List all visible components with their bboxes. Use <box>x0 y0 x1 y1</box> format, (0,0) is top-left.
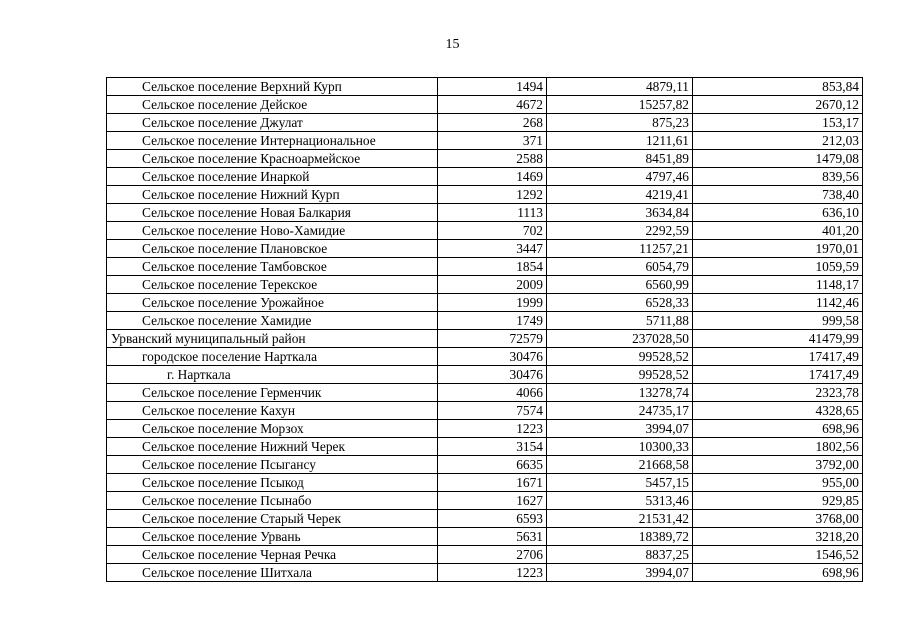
settlement-name-cell: Сельское поселение Кахун <box>107 402 438 420</box>
table-row <box>107 114 863 132</box>
table-row <box>107 564 863 582</box>
share-cell: 1802,56 <box>693 438 863 456</box>
table-row <box>107 330 863 348</box>
population-cell: 1671 <box>438 474 547 492</box>
amount-cell: 18389,72 <box>547 528 693 546</box>
amount-cell: 24735,17 <box>547 402 693 420</box>
share-cell: 1059,59 <box>693 258 863 276</box>
settlement-name-cell: Сельское поселение Тамбовское <box>107 258 438 276</box>
table-row <box>107 168 863 186</box>
settlement-name-cell: Сельское поселение Нижний Черек <box>107 438 438 456</box>
population-cell: 1223 <box>438 564 547 582</box>
amount-cell: 5313,46 <box>547 492 693 510</box>
table-row <box>107 132 863 150</box>
settlement-name-cell: Сельское поселение Интернациональное <box>107 132 438 150</box>
table-row <box>107 78 863 96</box>
share-cell: 41479,99 <box>693 330 863 348</box>
population-cell: 30476 <box>438 348 547 366</box>
table-row <box>107 294 863 312</box>
amount-cell: 8837,25 <box>547 546 693 564</box>
amount-cell: 21531,42 <box>547 510 693 528</box>
population-cell: 1469 <box>438 168 547 186</box>
share-cell: 4328,65 <box>693 402 863 420</box>
amount-cell: 2292,59 <box>547 222 693 240</box>
share-cell: 698,96 <box>693 564 863 582</box>
table-row <box>107 420 863 438</box>
share-cell: 1142,46 <box>693 294 863 312</box>
share-cell: 698,96 <box>693 420 863 438</box>
amount-cell: 3994,07 <box>547 420 693 438</box>
population-cell: 2588 <box>438 150 547 168</box>
population-cell: 1113 <box>438 204 547 222</box>
share-cell: 929,85 <box>693 492 863 510</box>
share-cell: 2670,12 <box>693 96 863 114</box>
settlement-name-cell: Сельское поселение Ново-Хамидие <box>107 222 438 240</box>
amount-cell: 5457,15 <box>547 474 693 492</box>
table-row <box>107 474 863 492</box>
amount-cell: 13278,74 <box>547 384 693 402</box>
amount-cell: 3994,07 <box>547 564 693 582</box>
population-cell: 1999 <box>438 294 547 312</box>
share-cell: 212,03 <box>693 132 863 150</box>
population-cell: 3154 <box>438 438 547 456</box>
population-cell: 1627 <box>438 492 547 510</box>
amount-cell: 21668,58 <box>547 456 693 474</box>
table-row <box>107 528 863 546</box>
settlement-name-cell: Сельское поселение Морзох <box>107 420 438 438</box>
share-cell: 955,00 <box>693 474 863 492</box>
settlement-name-cell: Сельское поселение Верхний Курп <box>107 78 438 96</box>
share-cell: 999,58 <box>693 312 863 330</box>
amount-cell: 875,23 <box>547 114 693 132</box>
settlement-name-cell: Сельское поселение Псыгансу <box>107 456 438 474</box>
amount-cell: 4797,46 <box>547 168 693 186</box>
table-row <box>107 456 863 474</box>
share-cell: 153,17 <box>693 114 863 132</box>
population-cell: 4672 <box>438 96 547 114</box>
settlement-name-cell: Сельское поселение Джулат <box>107 114 438 132</box>
population-cell: 7574 <box>438 402 547 420</box>
settlement-name-cell: Сельское поселение Урвань <box>107 528 438 546</box>
share-cell: 3792,00 <box>693 456 863 474</box>
amount-cell: 4219,41 <box>547 186 693 204</box>
amount-cell: 6528,33 <box>547 294 693 312</box>
settlement-name-cell: Сельское поселение Псынабо <box>107 492 438 510</box>
settlement-name-cell: Сельское поселение Шитхала <box>107 564 438 582</box>
settlement-name-cell: Сельское поселение Черная Речка <box>107 546 438 564</box>
amount-cell: 8451,89 <box>547 150 693 168</box>
table-row <box>107 438 863 456</box>
amount-cell: 10300,33 <box>547 438 693 456</box>
page-number: 15 <box>445 37 460 52</box>
table-row <box>107 276 863 294</box>
amount-cell: 99528,52 <box>547 366 693 384</box>
table-row <box>107 150 863 168</box>
settlement-name-cell: г. Нарткала <box>107 366 438 384</box>
table-row <box>107 204 863 222</box>
settlement-name-cell: Сельское поселение Плановское <box>107 240 438 258</box>
amount-cell: 237028,50 <box>547 330 693 348</box>
population-cell: 4066 <box>438 384 547 402</box>
share-cell: 2323,78 <box>693 384 863 402</box>
table-row <box>107 402 863 420</box>
table-row <box>107 258 863 276</box>
population-cell: 1494 <box>438 78 547 96</box>
amount-cell: 15257,82 <box>547 96 693 114</box>
settlement-name-cell: Сельское поселение Старый Черек <box>107 510 438 528</box>
share-cell: 3768,00 <box>693 510 863 528</box>
population-cell: 3447 <box>438 240 547 258</box>
amount-cell: 5711,88 <box>547 312 693 330</box>
settlement-name-cell: Сельское поселение Инаркой <box>107 168 438 186</box>
municipal-table <box>106 77 863 582</box>
share-cell: 17417,49 <box>693 348 863 366</box>
settlement-name-cell: Сельское поселение Красноармейское <box>107 150 438 168</box>
population-cell: 371 <box>438 132 547 150</box>
table-row <box>107 222 863 240</box>
population-cell: 30476 <box>438 366 547 384</box>
share-cell: 636,10 <box>693 204 863 222</box>
table-row <box>107 312 863 330</box>
population-cell: 5631 <box>438 528 547 546</box>
table-body <box>107 78 863 582</box>
population-cell: 2009 <box>438 276 547 294</box>
amount-cell: 1211,61 <box>547 132 693 150</box>
table-row <box>107 546 863 564</box>
share-cell: 853,84 <box>693 78 863 96</box>
settlement-name-cell: Сельское поселение Нижний Курп <box>107 186 438 204</box>
share-cell: 1970,01 <box>693 240 863 258</box>
amount-cell: 6054,79 <box>547 258 693 276</box>
table-row <box>107 366 863 384</box>
table-row <box>107 492 863 510</box>
population-cell: 268 <box>438 114 547 132</box>
share-cell: 1546,52 <box>693 546 863 564</box>
settlement-name-cell: городское поселение Нарткала <box>107 348 438 366</box>
share-cell: 1479,08 <box>693 150 863 168</box>
population-cell: 6593 <box>438 510 547 528</box>
settlement-name-cell: Сельское поселение Герменчик <box>107 384 438 402</box>
amount-cell: 99528,52 <box>547 348 693 366</box>
settlement-name-cell: Сельское поселение Новая Балкария <box>107 204 438 222</box>
amount-cell: 3634,84 <box>547 204 693 222</box>
population-cell: 702 <box>438 222 547 240</box>
share-cell: 17417,49 <box>693 366 863 384</box>
settlement-name-cell: Сельское поселение Терекское <box>107 276 438 294</box>
population-cell: 1749 <box>438 312 547 330</box>
table-row <box>107 186 863 204</box>
settlement-name-cell: Сельское поселение Псыкод <box>107 474 438 492</box>
share-cell: 3218,20 <box>693 528 863 546</box>
table-row <box>107 240 863 258</box>
table-row <box>107 96 863 114</box>
population-cell: 72579 <box>438 330 547 348</box>
settlement-name-cell: Сельское поселение Дейское <box>107 96 438 114</box>
population-cell: 2706 <box>438 546 547 564</box>
amount-cell: 6560,99 <box>547 276 693 294</box>
share-cell: 839,56 <box>693 168 863 186</box>
table-row <box>107 384 863 402</box>
table-row <box>107 510 863 528</box>
share-cell: 1148,17 <box>693 276 863 294</box>
settlement-name-cell: Сельское поселение Хамидие <box>107 312 438 330</box>
settlement-name-cell: Урванский муниципальный район <box>107 330 438 348</box>
share-cell: 401,20 <box>693 222 863 240</box>
table-row <box>107 348 863 366</box>
population-cell: 1854 <box>438 258 547 276</box>
population-cell: 1292 <box>438 186 547 204</box>
amount-cell: 11257,21 <box>547 240 693 258</box>
population-cell: 1223 <box>438 420 547 438</box>
population-cell: 6635 <box>438 456 547 474</box>
settlement-name-cell: Сельское поселение Урожайное <box>107 294 438 312</box>
share-cell: 738,40 <box>693 186 863 204</box>
amount-cell: 4879,11 <box>547 78 693 96</box>
